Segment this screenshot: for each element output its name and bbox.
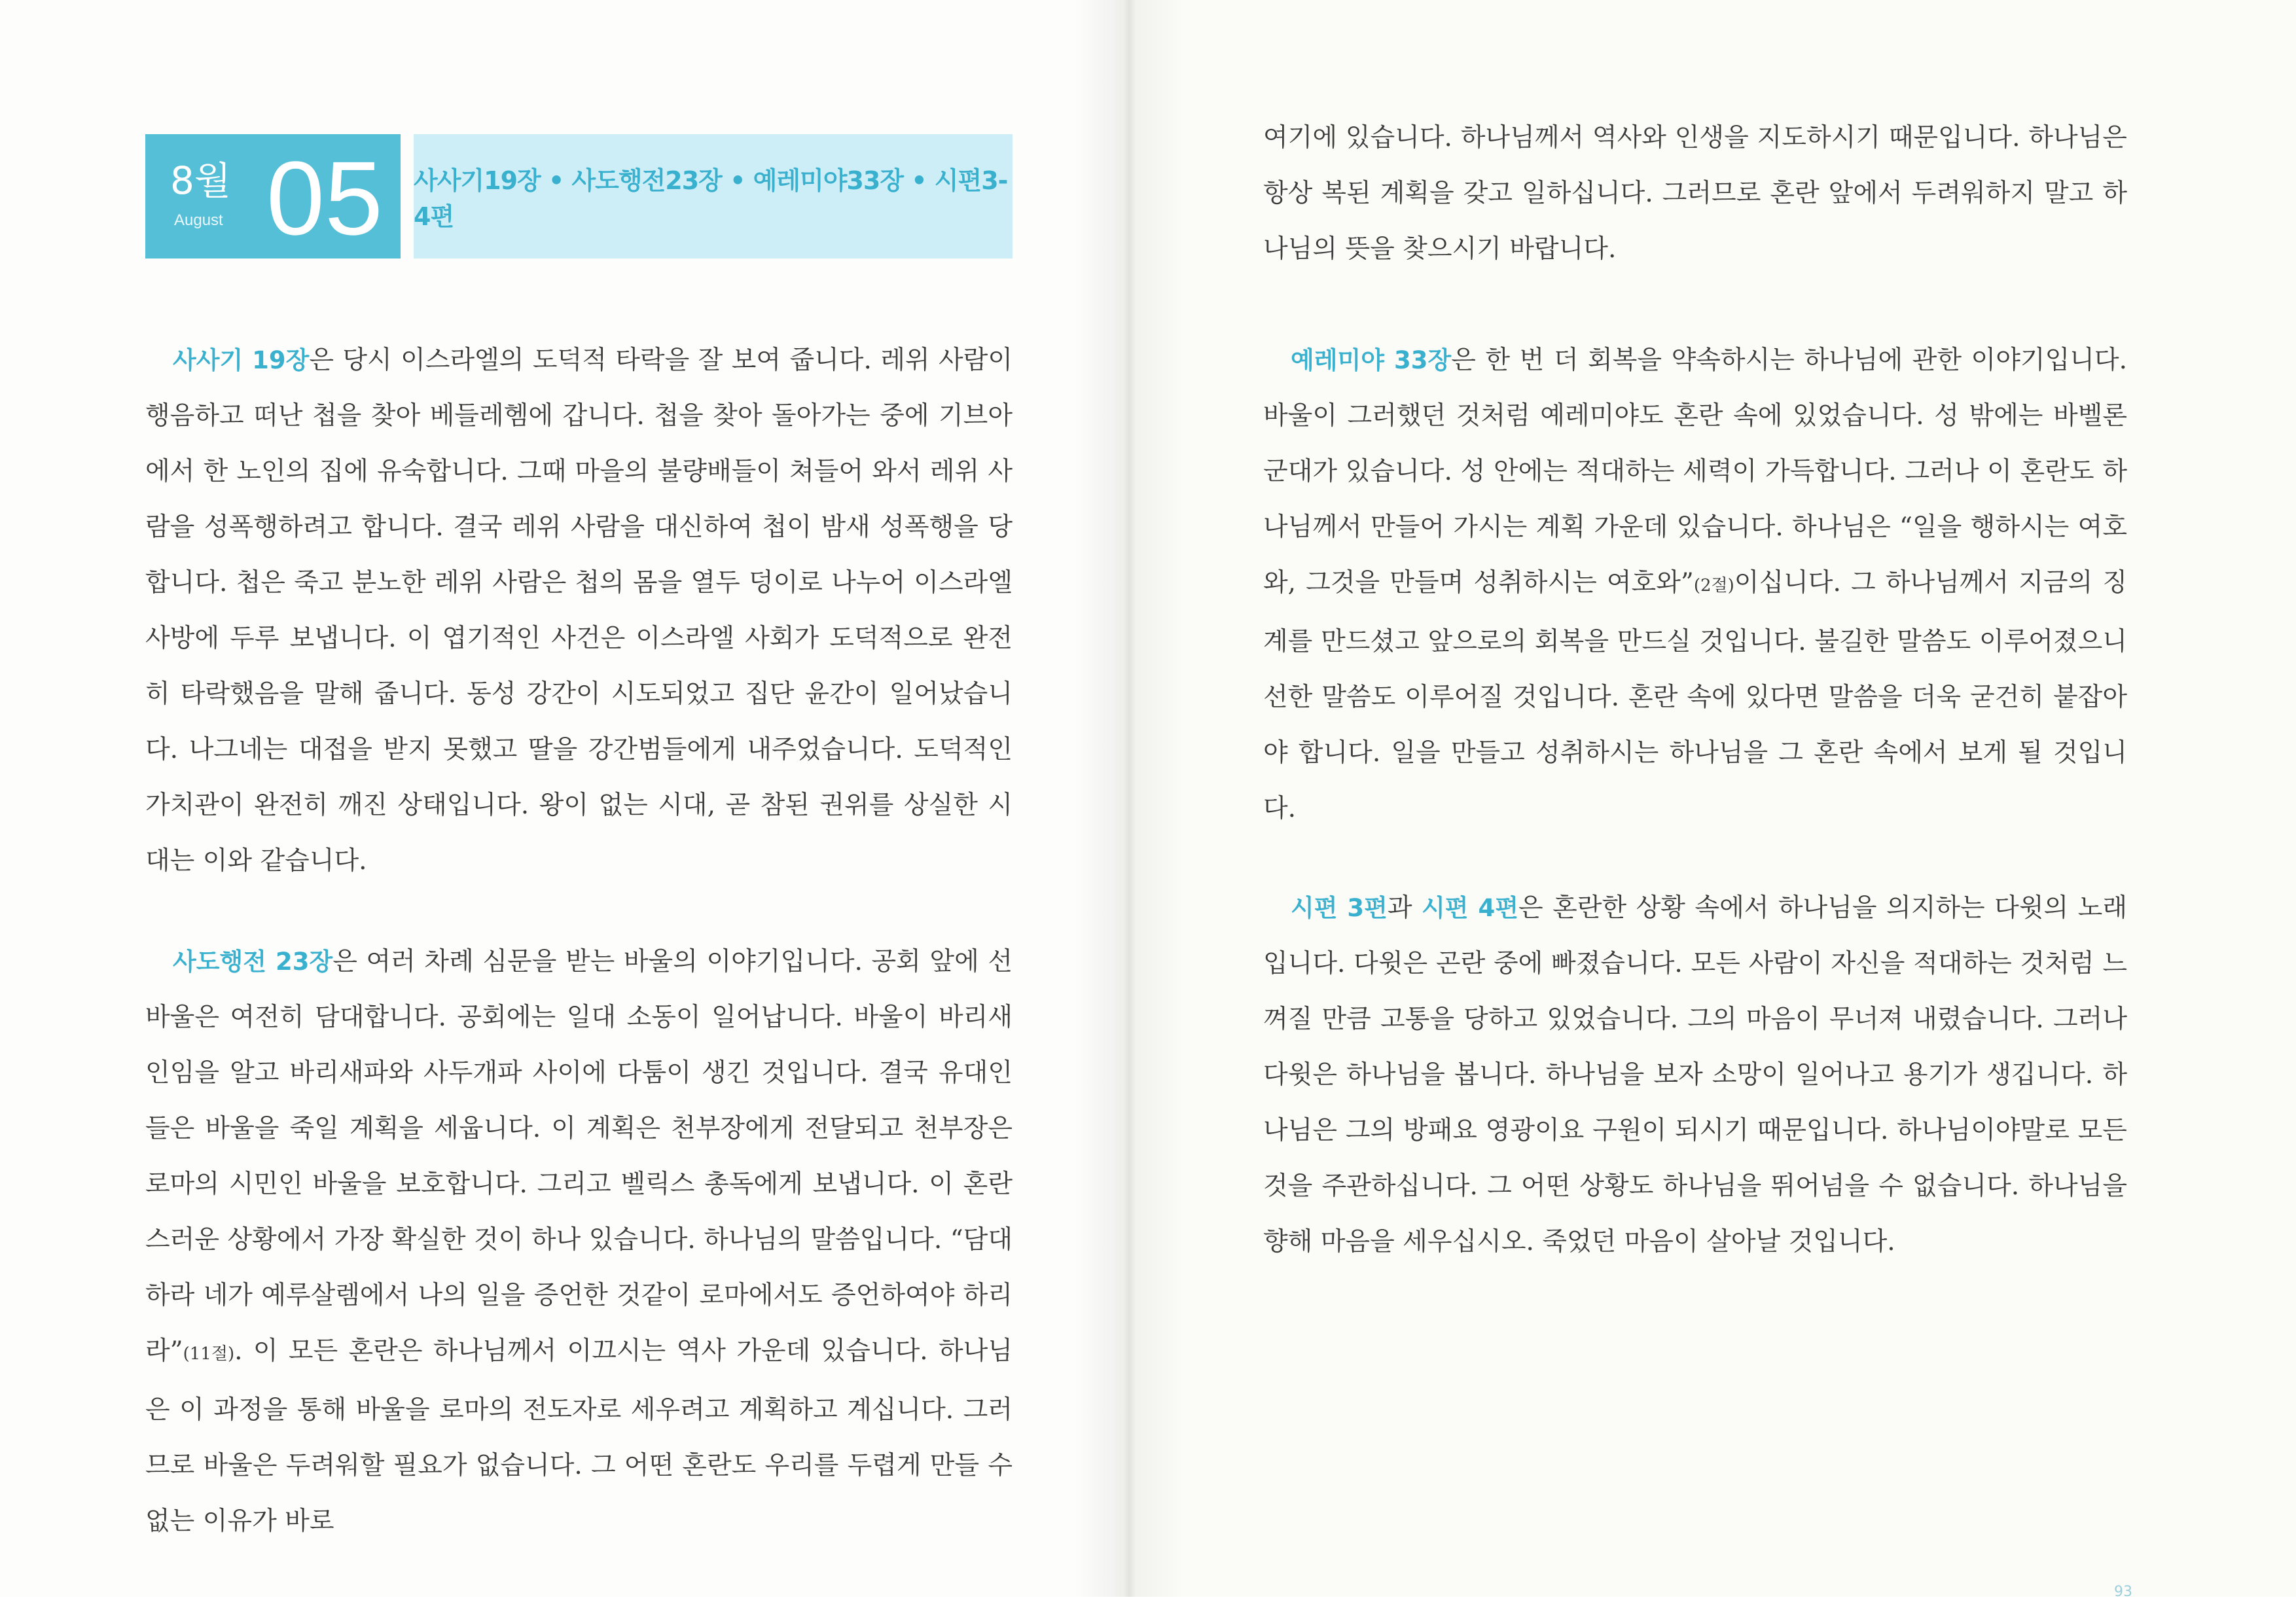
paragraph-text: 은 당시 이스라엘의 도덕적 타락을 잘 보여 줍니다. 레위 사람이 행음하고 떠난 첩을 찾아 베들레헴에 갑니다. 첩을 찾아 돌아가는 중에 기브아에서 한 노인의 집에 유숙합니다. 그때 마을의 불량배들이 쳐들어 와서 레위 사람을 성폭행하려고 합니다. 결국 레위 사람을 대신하여 첩이 밤새 성폭행을 당합니다. 첩은 죽고 분노한 레위 사람은 첩의 몸을 열두 덩이로 나누어 이스라엘 사방에 두루 보냅니다. 이 엽기적인 사건은 이스라엘 사회가 도덕적으로 완전히 타락했음을 말해 줍니다. 동성 강간이 시도되었고 집단 윤간이 일어났습니다. 나그네는 대접을 받지 못했고 딸을 강간범들에게 내주었습니다. 도덕적인 가치관이 완전히 깨진 상태입니다. 왕이 없는 시대, 곧 참된 권위를 상실한 시대는 이와 같습니다.	[145, 346, 1013, 876]
verse-note: (2절)	[1693, 576, 1734, 596]
page-number: 93	[2114, 1584, 2132, 1600]
date-badge	[145, 134, 401, 259]
date-day: 05	[266, 139, 383, 257]
scripture-ref: 시편 3편	[1291, 894, 1388, 922]
date-month: 8월	[170, 158, 231, 203]
paragraph-text: . 이 모든 혼란은 하나님께서 이끄시는 역사 가운데 있습니다. 하나님은 이 과정을 통해 바울을 로마의 전도자로 세우려고 계획하고 계십니다. 그러므로 바울은 두려워할 필요가 없습니다. 그 어떤 혼란도 우리를 두렵게 만들 수 없는 이유가 바로	[145, 1336, 1013, 1536]
paragraph-continuation: 여기에 있습니다. 하나님께서 역사와 인생을 지도하시기 때문입니다. 하나님은 항상 복된 계획을 갖고 일하십니다. 그러므로 혼란 앞에서 두려워하지 말고 하나님의 뜻을 찾으시기 바랍니다.	[1263, 123, 2127, 264]
paragraph-judges	[145, 332, 1013, 889]
paragraph-text: 은 한 번 더 회복을 약속하시는 하나님에 관한 이야기입니다. 바울이 그러했던 것처럼 예레미야도 혼란 속에 있었습니다. 성 밖에는 바벨론 군대가 있습니다. 성 안에는 적대하는 세력이 가득합니다. 그러나 이 혼란도 하나님께서 만들어 가시는 계획 가운데 있습니다. 하나님은 “일을 행하시는 여호와, 그것을 만들며 성취하시는 여호와”	[1263, 346, 2127, 597]
reading-plan-text: 사사기19장 • 사도행전23장 • 예레미야33장 • 시편3-4편	[414, 166, 1008, 231]
verse-note: (11절)	[183, 1344, 235, 1364]
scripture-ref: 사도행전 23장	[173, 948, 333, 976]
scripture-ref: 시편 4편	[1422, 894, 1518, 922]
paragraph-jeremiah	[1263, 332, 2127, 836]
paragraph-text: 이십니다. 그 하나님께서 지금의 징계를 만드셨고 앞으로의 회복을 만드실 것입니다. 불길한 말씀도 이루어졌으니 선한 말씀도 이루어질 것입니다. 혼란 속에 있다면 말씀을 더욱 굳건히 붙잡아야 합니다. 일을 만들고 성취하시는 하나님을 그 혼란 속에서 보게 될 것입니다.	[1263, 568, 2127, 823]
scripture-ref: 예레미야 33장	[1291, 346, 1452, 374]
paragraph-acts	[145, 934, 1013, 1549]
scripture-ref: 사사기 19장	[173, 346, 310, 374]
reading-plan-banner	[414, 134, 1013, 259]
connector-text: 과	[1387, 893, 1422, 923]
book-gutter	[1073, 0, 1185, 1597]
paragraph-psalms	[1263, 880, 2127, 1270]
date-month-english: August	[174, 211, 223, 229]
paragraph-text: 은 혼란한 상황 속에서 하나님을 의지하는 다윗의 노래입니다. 다윗은 곤란 중에 빠졌습니다. 모든 사람이 자신을 적대하는 것처럼 느껴질 만큼 고통을 당하고 있었습니다. 그의 마음이 무너져 내렸습니다. 그러나 다윗은 하나님을 봅니다. 하나님을 보자 소망이 일어나고 용기가 생깁니다. 하나님은 그의 방패요 영광이요 구원이 되시기 때문입니다. 하나님이야말로 모든 것을 주관하십니다. 그 어떤 상황도 하나님을 뛰어넘을 수 없습니다. 하나님을 향해 마음을 세우십시오. 죽었던 마음이 살아날 것입니다.	[1263, 893, 2128, 1257]
paragraph-text: 은 여러 차례 심문을 받는 바울의 이야기입니다. 공회 앞에 선 바울은 여전히 담대합니다. 공회에는 일대 소동이 일어납니다. 바울이 바리새인임을 알고 바리새파와 사두개파 사이에 다툼이 생긴 것입니다. 결국 유대인들은 바울을 죽일 계획을 세웁니다. 이 계획은 천부장에게 전달되고 천부장은 로마의 시민인 바울을 보호합니다. 그리고 벨릭스 총독에게 보냅니다. 이 혼란스러운 상황에서 가장 확실한 것이 하나 있습니다. 하나님의 말씀입니다. “담대하라 네가 예루살렘에서 나의 일을 증언한 것같이 로마에서도 증언하여야 하리라”	[145, 947, 1013, 1366]
